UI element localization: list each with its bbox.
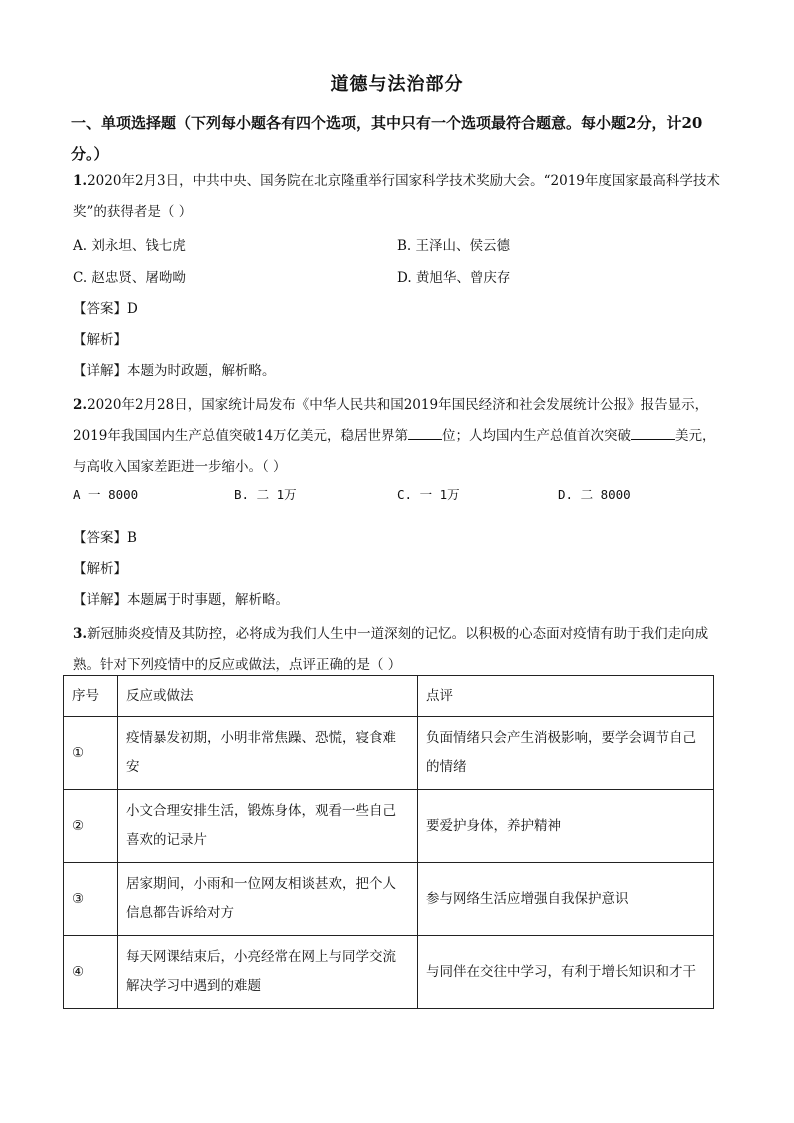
table-cell: 小文合理安排生活，锻炼身体，观看一些自己喜欢的记录片 [118, 790, 418, 863]
question-3-text: 新冠肺炎疫情及其防控，必将成为我们人生中一道深刻的记忆。以积极的心态面对疫情有助于我们走向成熟。针对下列疫情中的反应或做法，点评正确的是（ ） [73, 626, 709, 673]
table-header-cell: 反应或做法 [118, 676, 418, 717]
question-1-analysis-label: 【解析】 [73, 332, 127, 348]
question-3-number: 3. [73, 626, 88, 642]
table-cell: ① [64, 717, 118, 790]
question-1-detail: 【详解】本题为时政题，解析略。 [73, 363, 276, 379]
table-cell: 要爱护身体，养护精神 [418, 790, 714, 863]
question-1-option-d: D. 黄旭华、曾庆存 [397, 270, 511, 286]
table-cell: 疫情暴发初期，小明非常焦躁、恐慌，寝食难安 [118, 717, 418, 790]
question-2-option-d: D. 二 8000 [558, 487, 631, 502]
question-2-answer: 【答案】B [73, 530, 137, 546]
table-cell: 负面情绪只会产生消极影响，要学会调节自己的情绪 [418, 717, 714, 790]
question-2-analysis-label: 【解析】 [73, 561, 127, 577]
question-1-stem [73, 166, 725, 228]
question-2-text-b: 位；人均国内生产总值首次突破 [442, 428, 632, 444]
table-cell: ③ [64, 863, 118, 936]
question-1-option-b: B. 王泽山、侯云德 [397, 238, 511, 254]
question-3-stem [73, 619, 725, 681]
table-header-cell: 序号 [64, 676, 118, 717]
table-cell: 与同伴在交往中学习，有利于增长知识和才干 [418, 936, 714, 1009]
question-1-text: 2020年2月3日，中共中央、国务院在北京隆重举行国家科学技术奖励大会。“2019年度国家最高科学技术奖”的获得者是（ ） [73, 173, 720, 220]
blank-2 [631, 425, 675, 440]
table-header-row [64, 676, 714, 717]
question-2-option-a: A 一 8000 [73, 487, 139, 502]
table-cell: 每天网课结束后，小亮经常在网上与同学交流解决学习中遇到的难题 [118, 936, 418, 1009]
table-cell: ② [64, 790, 118, 863]
table-row [64, 790, 714, 863]
table-row [64, 717, 714, 790]
question-2-text-c: 美元，与高收入国家差距进一步缩小。（ ） [73, 428, 716, 475]
evaluation-table [63, 675, 714, 1009]
table-cell: 参与网络生活应增强自我保护意识 [418, 863, 714, 936]
table-header-cell: 点评 [418, 676, 714, 717]
section-heading: 一、单项选择题（下列每小题各有四个选项，其中只有一个选项最符合题意。每小题2分，计20分。） [71, 114, 703, 163]
question-2-stem [73, 390, 725, 483]
page-title: 道德与法治部分 [330, 74, 464, 95]
table-row [64, 936, 714, 1009]
question-2-detail: 【详解】本题属于时事题，解析略。 [73, 592, 289, 608]
table-row [64, 863, 714, 936]
question-1-answer: 【答案】D [73, 301, 138, 317]
question-1-number: 1. [73, 173, 88, 189]
question-2-text-a: 2020年2月28日，国家统计局发布《中华人民共和国2019年国民经济和社会发展统计公报》报告显示，2019年我国国内生产总值突破14万亿美元，稳居世界第 [73, 397, 709, 444]
question-1-option-c: C. 赵忠贤、屠呦呦 [73, 270, 186, 286]
question-2-option-c: C. 一 1万 [397, 487, 460, 502]
table-cell: 居家期间，小雨和一位网友相谈甚欢，把个人信息都告诉给对方 [118, 863, 418, 936]
question-1-option-a: A. 刘永坦、钱七虎 [73, 238, 186, 254]
table-cell: ④ [64, 936, 118, 1009]
blank-1 [408, 425, 442, 440]
question-2-option-b: B. 二 1万 [234, 487, 297, 502]
question-2-number: 2. [73, 397, 88, 413]
